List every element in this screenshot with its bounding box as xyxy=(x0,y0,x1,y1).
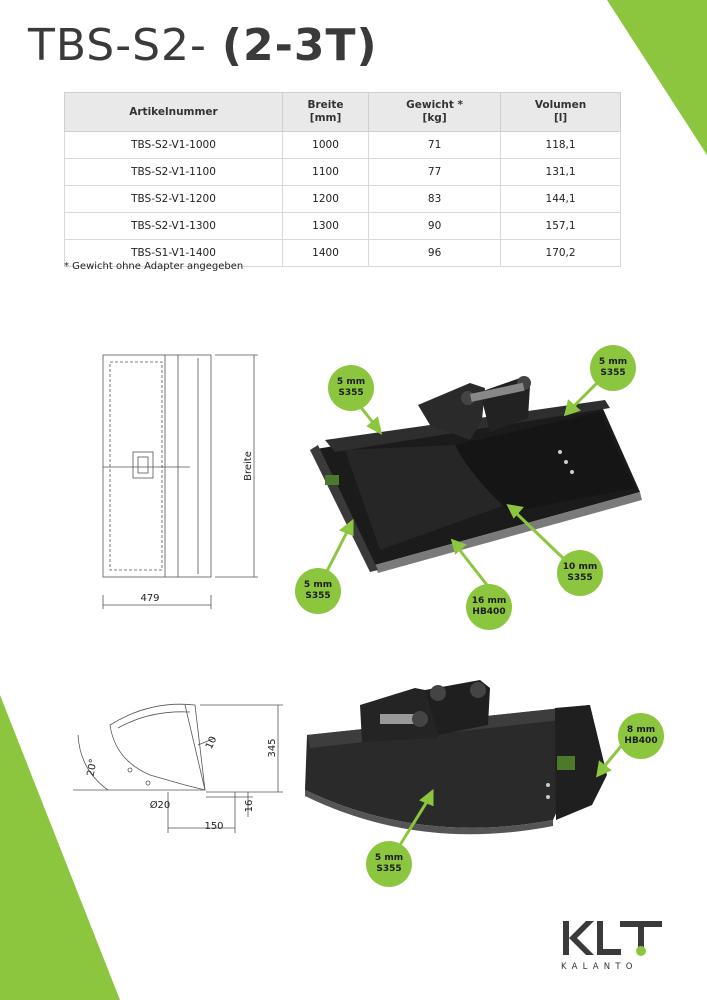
title-prefix: TBS-S2- xyxy=(28,20,207,71)
front-width-label: 479 xyxy=(140,593,160,604)
footnote: * Gewicht ohne Adapter angegeben xyxy=(64,261,244,272)
header-weight: Gewicht * [kg] xyxy=(369,93,501,132)
cell-article: TBS-S1-V1-1400 xyxy=(65,240,283,267)
header-width: Breite [mm] xyxy=(283,93,369,132)
callout-shell: 5 mm S355 xyxy=(366,841,412,887)
cell-weight: 96 xyxy=(369,240,501,267)
cell-volume: 144,1 xyxy=(501,186,621,213)
cell-width: 1000 xyxy=(283,132,369,159)
cell-volume: 157,1 xyxy=(501,213,621,240)
side-angle-label: 20° xyxy=(85,757,100,778)
side-bottom-label: 16 xyxy=(244,799,255,813)
callout-wear-side: 10 mm S355 xyxy=(557,550,603,596)
cell-width: 1200 xyxy=(283,186,369,213)
callout-side-cutter: 8 mm HB400 xyxy=(618,713,664,759)
cell-article: TBS-S2-V1-1100 xyxy=(65,159,283,186)
cell-weight: 83 xyxy=(369,186,501,213)
cell-article: TBS-S2-V1-1000 xyxy=(65,132,283,159)
bucket-render-bottom xyxy=(305,680,607,834)
cell-weight: 90 xyxy=(369,213,501,240)
cell-volume: 170,2 xyxy=(501,240,621,267)
front-view-drawing xyxy=(103,355,258,609)
cell-weight: 77 xyxy=(369,159,501,186)
side-view-drawing xyxy=(73,704,283,833)
side-thickness-label: 10 xyxy=(204,734,220,752)
front-height-label: Breite xyxy=(243,451,254,481)
callout-top-left: 5 mm S355 xyxy=(328,365,374,411)
cell-volume: 118,1 xyxy=(501,132,621,159)
cell-weight: 71 xyxy=(369,132,501,159)
cell-width: 1400 xyxy=(283,240,369,267)
side-length-label: 150 xyxy=(204,821,224,832)
cell-width: 1100 xyxy=(283,159,369,186)
cell-width: 1300 xyxy=(283,213,369,240)
header-volume: Volumen [l] xyxy=(501,93,621,132)
logo-wordmark: KALANTO xyxy=(561,962,638,972)
cell-article: TBS-S2-V1-1200 xyxy=(65,186,283,213)
callout-top-right: 5 mm S355 xyxy=(590,345,636,391)
title-tonnage: (2-3T) xyxy=(221,20,378,71)
cell-volume: 131,1 xyxy=(501,159,621,186)
callout-cutting-edge: 16 mm HB400 xyxy=(466,584,512,630)
side-diameter-label: Ø20 xyxy=(149,800,171,811)
cell-article: TBS-S2-V1-1300 xyxy=(65,213,283,240)
side-height-label: 345 xyxy=(267,738,278,758)
callout-lower-left: 5 mm S355 xyxy=(295,568,341,614)
header-article: Artikelnummer xyxy=(65,93,283,132)
